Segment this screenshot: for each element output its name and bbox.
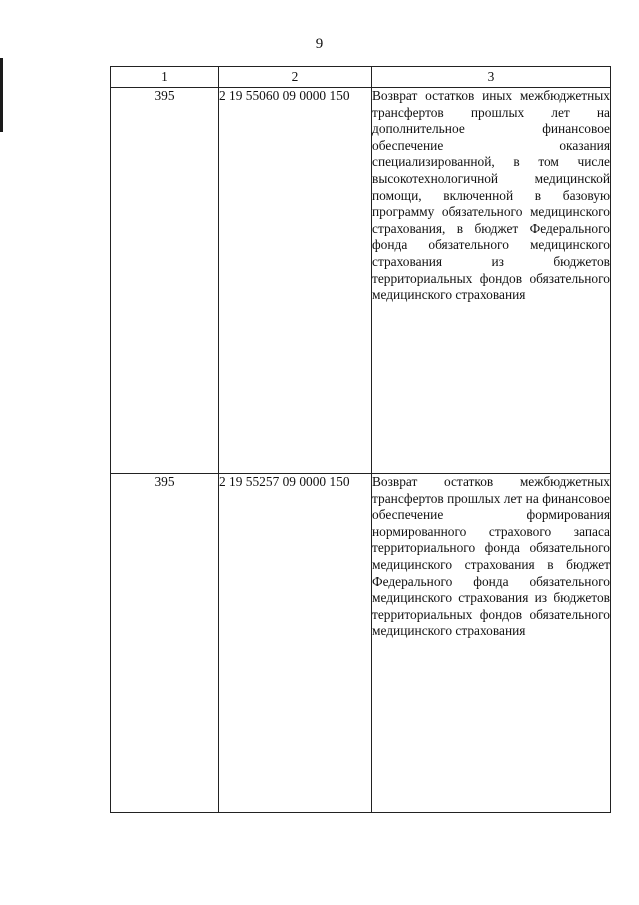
description-cell: Возврат остатков иных межбюджетных трансфертов прошлых лет на дополнительное финансовое обеспечение оказания специализированной, в том числе высокотехнологичной медицинской помощи, включенной в базовую программу обязательного медицинского страхования, в бюджет Федерального фонда обязательного медицинского страхования из бюджетов территориальных фондов обязательного медицинского страхования [372, 88, 611, 474]
budget-code-cell: 2 19 55257 09 0000 150 [219, 474, 372, 813]
description-cell: Возврат остатков межбюджетных трансфертов прошлых лет на финансовое обеспечение формирования нормированного страхового запаса территориального фонда обязательного медицинского страхования в бюджет Федерального фонда обязательного медицинского страхования из бюджетов территориальных фондов обязательного медицинского страхования [372, 474, 611, 813]
table-header-row [111, 67, 611, 88]
administrator-code-cell: 395 [111, 474, 219, 813]
page-number: 9 [315, 36, 324, 52]
table-row [111, 474, 611, 813]
administrator-code-cell: 395 [111, 88, 219, 474]
table-row [111, 88, 611, 474]
column-header-1: 1 [111, 67, 219, 88]
scan-margin-mark [0, 58, 3, 132]
column-header-2: 2 [219, 67, 372, 88]
budget-code-cell: 2 19 55060 09 0000 150 [219, 88, 372, 474]
column-header-3: 3 [372, 67, 611, 88]
budget-classification-table [110, 66, 611, 813]
